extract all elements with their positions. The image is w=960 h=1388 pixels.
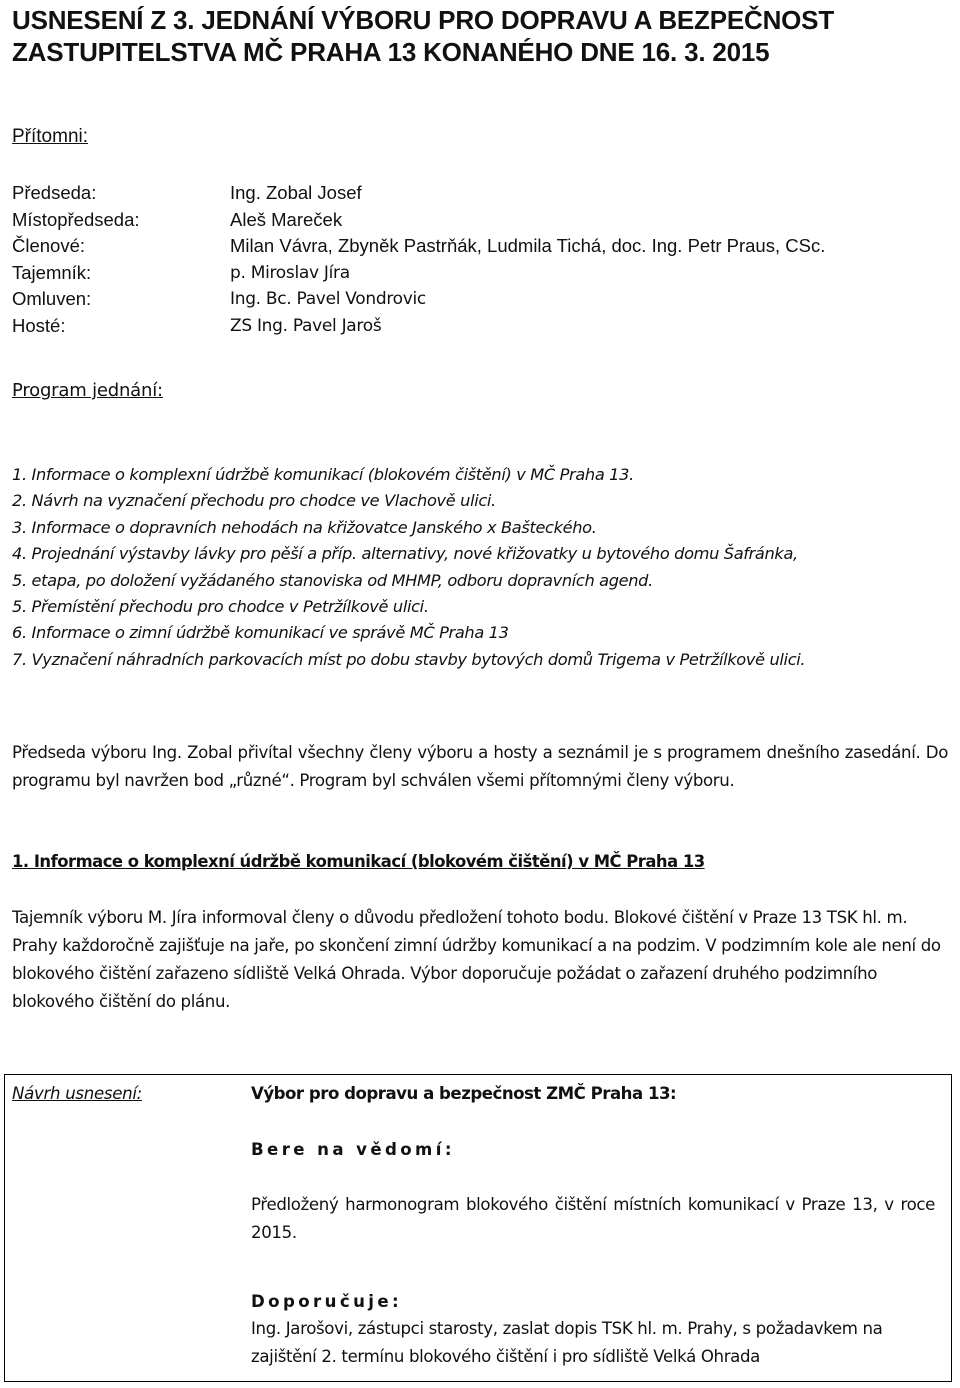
agenda-item: 4. Projednání výstavby lávky pro pěší a příp. alternativy, nové křižovatky u bytového domu Šafránka,	[12, 544, 798, 564]
role-label: Předseda:	[12, 182, 97, 203]
agenda-item: 1. Informace o komplexní údržbě komunikací (blokovém čištění) v MČ Praha 13.	[12, 465, 634, 484]
program-heading: Program jednání:	[12, 380, 163, 401]
role-value: p. Miroslav Jíra	[230, 262, 350, 283]
document-title-line-2: ZASTUPITELSTVA MČ PRAHA 13 KONANÉHO DNE 16. 3. 2015	[12, 37, 770, 67]
agenda-item: 6. Informace o zimní údržbě komunikací ve správě MČ Praha 13	[12, 623, 509, 643]
section-1-heading: 1. Informace o komplexní údržbě komunikací (blokovém čištění) v MČ Praha 13	[12, 852, 705, 871]
resolution-label: Návrh usnesení:	[12, 1084, 142, 1103]
agenda-list	[12, 462, 805, 673]
role-label: Omluven:	[12, 288, 92, 310]
agenda-item: 5. Přemístění přechodu pro chodce v Petržílkově ulici.	[12, 596, 429, 616]
agenda-item: 5. etapa, po doložení vyžádaného stanoviska od MHMP, odboru dopravních agend.	[12, 570, 653, 590]
role-label: Členové:	[12, 235, 86, 257]
resolution-title: Výbor pro dopravu a bezpečnost ZMČ Praha 13:	[251, 1084, 677, 1103]
intro-paragraph: Předseda výboru Ing. Zobal přivítal všechny členy výboru a hosty a seznámil je s programem dnešního zasedání. Do programu byl navržen bod „různé“. Program byl schválen všemi přítomnými členy výboru.	[12, 743, 948, 790]
present-heading: Přítomni:	[12, 126, 89, 147]
role-value: Aleš Mareček	[230, 208, 343, 230]
role-label: Místopředseda:	[12, 208, 140, 230]
document-title-line-1: USNESENÍ Z 3. JEDNÁNÍ VÝBORU PRO DOPRAVU A BEZPEČNOST	[12, 5, 834, 35]
acknowledge-heading: Bere na vědomí:	[251, 1140, 455, 1159]
agenda-item: 3. Informace o dopravních nehodách na křižovatce Janského x Bašteckého.	[12, 517, 597, 537]
recommend-heading: Doporučuje:	[251, 1292, 403, 1311]
acknowledge-text: Předložený harmonogram blokového čištění místních komunikací v Praze 13, v roce 2015.	[251, 1195, 935, 1242]
role-value: ZS Ing. Pavel Jaroš	[230, 315, 382, 336]
agenda-item: 7. Vyznačení náhradních parkovacích míst po dobu stavby bytových domů Trigema v Petržílkově ulici.	[12, 649, 806, 669]
document-title	[12, 4, 952, 68]
role-label: Tajemník:	[12, 261, 92, 283]
role-value: Milan Vávra, Zbyněk Pastrňák, Ludmila Tichá, doc. Ing. Petr Praus, CSc.	[230, 235, 826, 257]
role-value: Ing. Bc. Pavel Vondrovic	[230, 289, 426, 310]
section-1-paragraph: Tajemník výboru M. Jíra informoval členy o důvodu předložení tohoto bodu. Blokové čištění v Praze 13 TSK hl. m. Prahy každoročně zajišťuje na jaře, po skončení zimní údržby komunikací a na podzim. V podzimním kole ale není do blokového čištění zařazeno sídliště Velká Ohrada. Výbor doporučuje požádat o zařazení druhého podzimního blokového čištění do plánu.	[12, 908, 941, 1011]
role-value: Ing. Zobal Josef	[230, 182, 362, 203]
agenda-item: 2. Návrh na vyznačení přechodu pro chodce ve Vlachově ulici.	[12, 491, 496, 511]
role-label: Hosté:	[12, 314, 66, 336]
recommend-text: Ing. Jarošovi, zástupci starosty, zaslat dopis TSK hl. m. Prahy, s požadavkem na zajištění 2. termínu blokového čištění i pro sídliště Velká Ohrada	[251, 1319, 883, 1366]
resolution-box	[4, 1074, 952, 1382]
